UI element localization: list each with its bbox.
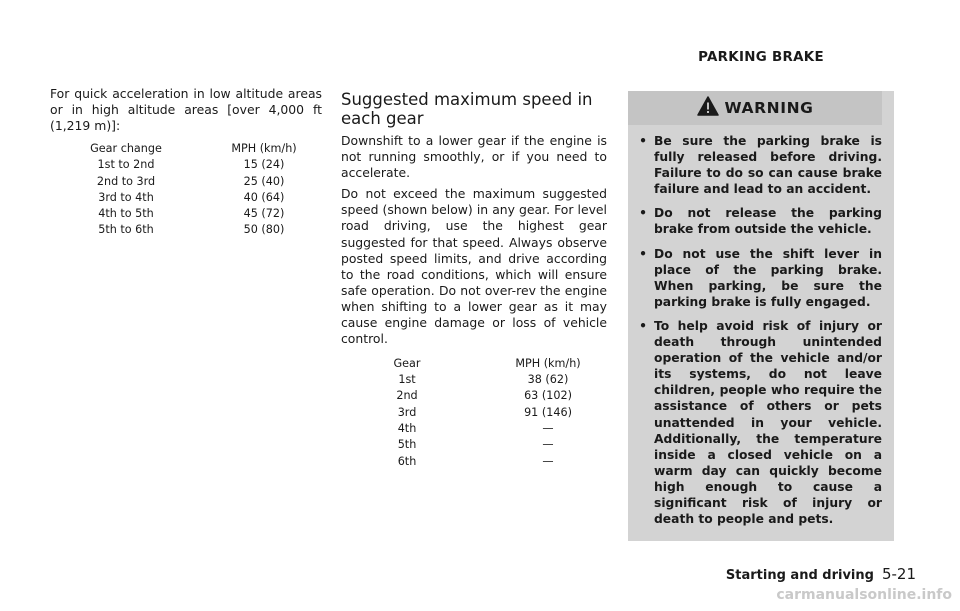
max-speed-table	[381, 355, 583, 469]
column-2	[341, 90, 607, 469]
speed-cell: 38 (62)	[527, 373, 569, 387]
watermark: carmanualsonline.info	[776, 587, 952, 603]
list-item	[628, 205, 882, 237]
page-number: 5-21	[881, 565, 916, 583]
warning-item-text: Do not use the shift lever in place of the parking brake. When parking, be sure the parking brake is fully engaged.	[654, 246, 882, 309]
column-header-speed: MPH (km/h)	[515, 356, 581, 370]
warning-list	[628, 133, 882, 527]
intro-paragraph: For quick acceleration in low altitude areas or in high altitude areas [over 4,000 ft (1,219 m)]:	[50, 86, 322, 134]
gear-cell: 3rd	[397, 405, 417, 419]
speed-cell: 25 (40)	[243, 174, 285, 188]
speed-cell: —	[542, 454, 554, 468]
column-header-gear: Gear	[393, 356, 421, 370]
speed-cell: —	[542, 422, 554, 436]
gear-change-cell: 2nd to 3rd	[96, 174, 156, 188]
section-heading: Suggested maximum speed in each gear	[341, 90, 593, 128]
table-row	[381, 388, 583, 404]
warning-header	[628, 91, 882, 125]
gear-cell: 2nd	[396, 389, 418, 403]
gear-cell: 4th	[397, 422, 417, 436]
table-row	[71, 157, 307, 173]
speed-cell: 40 (64)	[243, 190, 285, 204]
table-row	[381, 453, 583, 469]
gear-change-cell: 5th to 6th	[98, 223, 154, 237]
bullet: •	[639, 318, 647, 333]
body-paragraph: Downshift to a lower gear if the engine is not running smoothly, or if you need to accelerate.	[341, 133, 607, 181]
table-row	[381, 372, 583, 388]
gear-change-cell: 3rd to 4th	[98, 190, 154, 204]
warning-triangle-icon	[697, 96, 719, 120]
speed-cell: —	[542, 438, 554, 452]
table-row	[381, 437, 583, 453]
table-row	[381, 420, 583, 436]
warning-title: WARNING	[724, 99, 814, 117]
speed-cell: 15 (24)	[243, 158, 285, 172]
warning-box	[628, 91, 894, 541]
table-row	[71, 173, 307, 189]
page-footer	[726, 565, 916, 583]
column-3	[628, 50, 894, 541]
footer-section-title: Starting and driving	[725, 568, 874, 583]
body-paragraph: Do not exceed the maximum suggested speed (shown below) in any gear. For level road driving, use the highest gear suggested for that speed. Always observe posted speed limits, and drive according to the road conditions, which will ensure safe operation. Do not over-rev the engine when shifting to a lower gear as it may cause engine damage or loss of vehicle control.	[341, 186, 607, 347]
gear-change-cell: 1st to 2nd	[97, 158, 155, 172]
gear-cell: 1st	[398, 373, 416, 387]
warning-item-text: Do not release the parking brake from outside the vehicle.	[654, 206, 882, 237]
table-header-row	[71, 140, 307, 156]
gear-cell: 6th	[397, 454, 417, 468]
column-header-gear-change: Gear change	[90, 141, 162, 155]
speed-cell: 63 (102)	[524, 389, 572, 403]
bullet: •	[639, 206, 647, 221]
table-row	[71, 189, 307, 205]
speed-cell: 91 (146)	[524, 405, 572, 419]
column-header-speed: MPH (km/h)	[231, 141, 297, 155]
bullet: •	[639, 134, 647, 148]
list-item	[628, 318, 882, 527]
list-item	[628, 133, 882, 197]
warning-item-text: To help avoid risk of injury or death through unintended operation of the vehicle and/or its systems, do not leave children, people who require the assistance of others or pets unattended in your vehicle. Additionally, the temperature inside a closed vehicle on a warm day can quickly become high enough to cause a significant risk of injury or death to people and pets.	[654, 318, 882, 527]
warning-item-text: Be sure the parking brake is fully released before driving. Failure to do so can cause brake failure and lead to an accident.	[654, 134, 882, 197]
gear-change-cell: 4th to 5th	[98, 207, 154, 221]
list-item	[628, 246, 882, 310]
speed-cell: 45 (72)	[243, 207, 285, 221]
speed-cell: 50 (80)	[243, 223, 285, 237]
table-row	[71, 205, 307, 221]
gear-change-table	[71, 140, 307, 238]
table-row	[381, 404, 583, 420]
bullet: •	[639, 246, 647, 261]
page-heading: PARKING BRAKE	[698, 50, 824, 65]
column-1	[50, 86, 322, 238]
table-row	[71, 222, 307, 238]
table-header-row	[381, 355, 583, 371]
gear-cell: 5th	[397, 438, 417, 452]
